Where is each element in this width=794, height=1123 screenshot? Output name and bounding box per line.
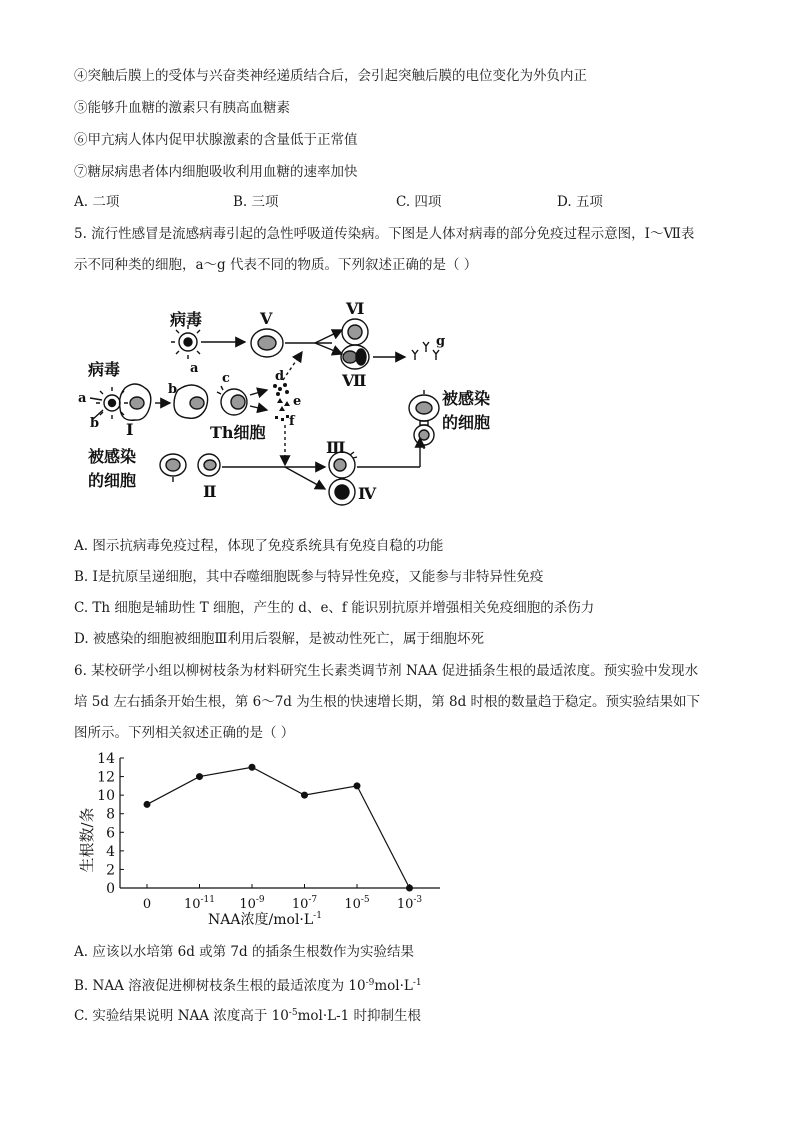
diagram-virus-left: 病毒: [88, 360, 121, 379]
statement-6: ⑥甲亢病人体内促甲状腺激素的含量低于正常值: [74, 132, 358, 148]
diagram-infected-left-line2: 的细胞: [88, 471, 137, 490]
q4-option-c: C. 四项: [396, 194, 442, 210]
data-point: [144, 801, 151, 808]
q4-option-b: B. 三项: [233, 194, 279, 210]
label-c: c: [222, 371, 230, 386]
x-tick-label: $10^{-3}$: [396, 895, 423, 912]
label-b1: b: [90, 416, 100, 431]
q4-option-d: D. 五项: [557, 194, 603, 210]
virus-top-icon: [171, 325, 205, 359]
data-point: [301, 792, 308, 799]
y-tick-label: 14: [97, 751, 115, 767]
naa-rooting-chart: [70, 748, 450, 938]
statement-4: ④突触后膜上的受体与兴奋类神经递质结合后，会引起突触后膜的电位变化为外负内正: [74, 68, 587, 84]
roman-III: Ⅲ: [326, 438, 346, 457]
roman-VI: Ⅵ: [346, 299, 365, 318]
roman-V: Ⅴ: [260, 309, 273, 328]
diagram-infected-right-line1: 被感染: [442, 389, 491, 408]
x-tick-label: $10^{-11}$: [183, 895, 216, 912]
data-point: [196, 773, 203, 780]
data-point: [249, 764, 256, 771]
y-tick-label: 10: [97, 788, 115, 805]
q6-option-c: C. 实验结果说明 NAA 浓度高于 $10^{-5}mol\cdot L-1$ 时抑制生根: [74, 1008, 422, 1024]
series-line: [147, 767, 410, 888]
virus-left-icon: [96, 387, 128, 419]
x-tick-label: $10^{-5}$: [344, 895, 370, 912]
roman-IV: Ⅳ: [358, 484, 377, 503]
q6-option-b: B. NAA 溶液促进柳树枝条生根的最适浓度为 $10^{-9}mol\cdot L^{-1}$: [74, 978, 422, 994]
q6-stem-line-1: 6. 某校研学小组以柳树枝条为材料研究生长素类调节剂 NAA 促进插条生根的最适浓度。预实验中发现水: [74, 663, 699, 679]
x-tick-label: $10^{-9}$: [239, 895, 265, 912]
label-a1: a: [78, 391, 87, 406]
y-tick-label: 12: [97, 769, 115, 786]
q6-stem-line-2: 培 5d 左右插条开始生根，第 6～7d 为生根的快速增长期，第 8d 时根的数量趋于稳定。预实验结果如下: [74, 694, 701, 710]
x-axis-label: NAA浓度$/mol\cdot L^{-1}$: [208, 911, 322, 928]
diagram-virus-top: 病毒: [170, 310, 203, 329]
q5-stem-line-2: 示不同种类的细胞，a～g 代表不同的物质。下列叙述正确的是（ ）: [74, 257, 478, 273]
q6-option-a: A. 应该以水培第 6d 或第 7d 的插条生根数作为实验结果: [74, 944, 414, 960]
q5-option-b: B. Ⅰ是抗原呈递细胞，其中吞噬细胞既参与特异性免疫，又能参与非特异性免疫: [74, 569, 544, 585]
statement-5: ⑤能够升血糖的激素只有胰高血糖素: [74, 100, 290, 116]
statement-7: ⑦糖尿病患者体内细胞吸收利用血糖的速率加快: [74, 164, 358, 180]
immune-process-diagram: [70, 290, 520, 520]
label-d: d: [275, 369, 285, 384]
label-b2: b: [168, 382, 178, 397]
x-tick-label: 0: [142, 897, 152, 912]
diagram-th-cell: Th细胞: [210, 423, 266, 442]
x-tick-label: $10^{-7}$: [291, 895, 318, 912]
roman-VII: Ⅶ: [342, 371, 367, 390]
q4-option-a: A. 二项: [74, 194, 120, 210]
q5-option-d: D. 被感染的细胞被细胞Ⅲ利用后裂解，是被动性死亡，属于细胞坏死: [74, 631, 484, 647]
data-point: [354, 782, 361, 789]
q5-option-a: A. 图示抗病毒免疫过程，体现了免疫系统具有免疫自稳的功能: [74, 538, 444, 554]
label-g: g: [436, 334, 446, 349]
y-tick-label: 6: [106, 825, 115, 842]
y-tick-label: 8: [106, 806, 115, 823]
label-f: f: [289, 414, 295, 429]
y-tick-label: 4: [106, 843, 115, 860]
q5-option-c: C. Th 细胞是辅助性 T 细胞，产生的 d、e、f 能识别抗原并增强相关免疫细胞的杀伤力: [74, 600, 595, 616]
label-a2: a: [190, 361, 199, 376]
roman-II: Ⅱ: [203, 482, 217, 501]
q6-stem-line-3: 图所示。下列相关叙述正确的是（ ）: [74, 725, 295, 741]
y-axis-label: 生根数/条: [78, 807, 96, 873]
q5-stem-line-1: 5. 流行性感冒是流感病毒引起的急性呼吸道传染病。下图是人体对病毒的部分免疫过程示意图，Ⅰ～Ⅶ表: [74, 226, 695, 242]
y-tick-label: 2: [106, 862, 115, 879]
roman-I: Ⅰ: [126, 420, 134, 439]
data-point: [406, 885, 413, 892]
diagram-infected-right-line2: 的细胞: [442, 413, 491, 432]
y-tick-label: 0: [106, 881, 115, 897]
label-e: e: [293, 394, 302, 409]
diagram-infected-left-line1: 被感染: [88, 447, 137, 466]
